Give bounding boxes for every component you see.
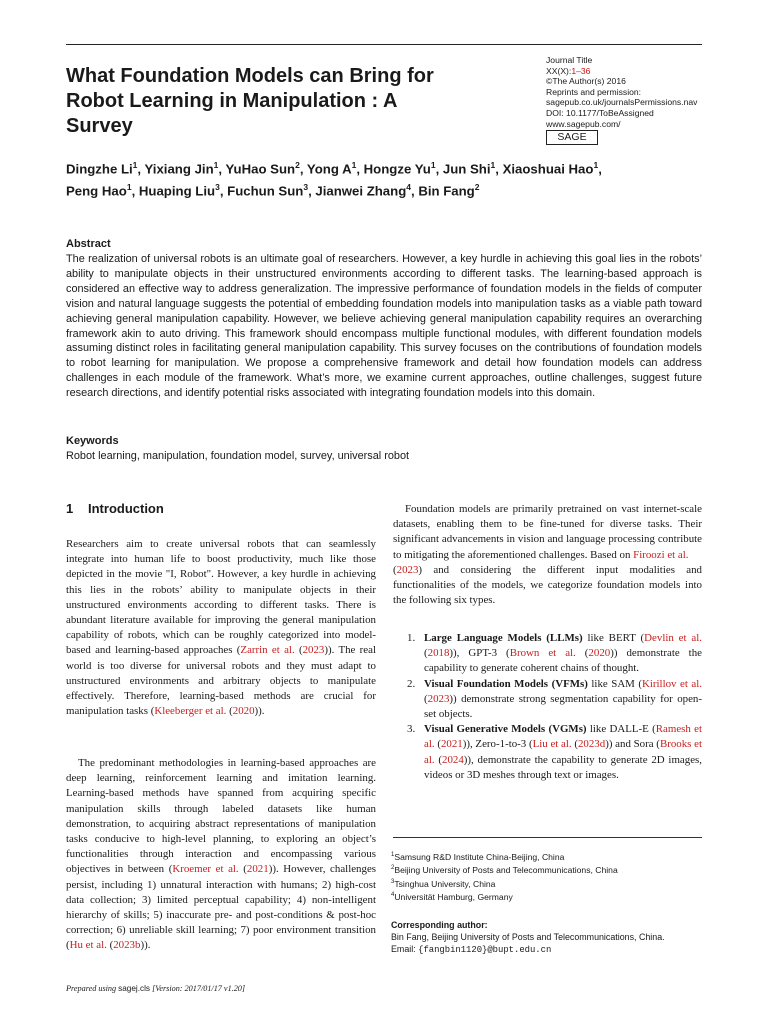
author: Peng Hao [66,183,127,199]
citation-link[interactable]: Firoozi et al. [633,548,689,561]
author: Jun Shi [442,161,491,177]
citation-year-link[interactable]: 2023 [396,563,419,576]
citation-link[interactable]: Brooks et al. [424,738,703,766]
footnote-rule [393,837,702,838]
section-number: 1 [66,501,74,516]
authors-line-1: Dingzhe Li$^1$, Yixiang Jin$^1$, YuHao Sun$^2$, Yong $A^1$, Hongze Yu$^1$, Jun Shi$^1$, Xiaoshuai Hao$^1$, [66,160,602,177]
author-list [66,156,726,201]
section-heading [66,501,164,516]
author: Yong A [306,161,352,177]
reprints-label: Reprints and permission: [546,86,642,97]
affiliation-footnotes [391,850,711,903]
citation-link[interactable]: Kirillov et al. [642,677,702,690]
author: Bin Fang [418,183,475,199]
citation-year-link[interactable]: 2020 [588,647,611,660]
keywords-heading: Keywords [66,435,119,447]
author: Fuchun Sun [227,183,304,199]
citation-year-link[interactable]: 2021 [440,738,463,751]
corresponding-email-line: Email: {fangbin1120}@bupt.edu.cn [391,943,552,955]
volume-pages-link[interactable]: 1–36 [571,65,591,76]
citation-year-link[interactable]: 2023 [427,692,450,705]
intro-paragraph-3: Foundation models are primarily pretrained on vast internet-scale datasets, enabling them to be fine-tuned for diverse tasks. Their significant advancements in vision and language processing contribute to mitigating the aforementioned challenges. Based on Firoozi et al. (2023) and considering the different input modalities and functionalities of the models, we categorize foundation models into the following six types. [393,503,702,607]
citation-link[interactable]: Ramesh et al. [424,723,702,751]
section-title: Introduction [88,501,164,516]
footnote: $^4$Universität Hamburg, Germany [391,891,513,902]
page-footer: Prepared using sagej.cls [Version: 2017/01/17 v1.20] [66,984,246,993]
footnote: $^3$Tsinghua University, China [391,878,496,889]
cls-name: sagej.cls [118,984,151,993]
author: Hongze Yu [363,161,431,177]
author: Jianwei Zhang [315,183,407,199]
author: Dingzhe Li [66,161,133,177]
intro-paragraph-1: Researchers aim to create universal robots that can seamlessly integrate into human life to boost productivity, much like those depicted in the movie "I, Robot". However, a key hurdle in achieving this lies in the robots’ ability to manipulate objects in their unstructured environments according to different tasks. There is abundant literature available for improving the general manipulation capability of robots, which can be roughly categorized into model-based and learning-based approaches (Zarrin et al. (2023)). The real world is too diverse for universal robots and they must adapt to unstructured environments and arbitrary objects to manipulate effectively. Therefore, learning-based methods are crucial for manipulation tasks (Kleeberger et al. (2020)). [66,538,376,718]
citation-year-link[interactable]: 2018 [427,647,450,660]
abstract-text: The realization of universal robots is an ultimate goal of researchers. However, a key hurdle in achieving this goal lies in the robots’ ability to manipulate objects in their unstructured environments according to different tasks. The learning-based approach is considered an effective way to address generalization. The impressive performance of foundation models in the fields of computer vision and natural language suggests the potential of embedding foundation models into manipulation tasks as a viable path toward achieving general manipulation capability. However, we believe achieving general manipulation capability requires an overarching framework akin to auto driving. This framework should encompass multiple functional modules, with different foundation models assuming distinct roles in facilitating general manipulation capability. This survey focuses on the contributions of foundation models to robot learning for manipulation. We propose a comprehensive framework and detail how foundation models can address challenges in each module of the framework. What’s more, we examine current approaches, outline challenges, suggest future research directions, and identify potential risks associated with integrating foundation models into this domain. [66,253,702,400]
citation-link[interactable]: Kleeberger et al. [154,705,227,718]
authors-line-2: Peng Hao$^1$, Huaping Liu$^3$, Fuchun Sun$^3$, Jianwei Zhang$^4$, Bin Fang$^2$ [66,182,480,199]
citation-year-link[interactable]: 2021 [246,863,269,876]
top-rule [66,44,702,45]
citation-year-link[interactable]: 2023b [113,939,141,952]
doi: DOI: 10.1177/ToBeAssigned [546,107,654,118]
author: YuHao Sun [225,161,296,177]
copyright: ©The Author(s) 2016 [546,76,626,87]
paper-title [66,64,506,139]
corresponding-heading: Corresponding author: [391,920,488,930]
author: Xiaoshuai Hao [502,161,594,177]
model-type-list [393,631,702,783]
intro-paragraph-2: The predominant methodologies in learning-based approaches are deep learning, reinforcement learning and imitation learning. Learning-based methods have spanned from acquiring specific manipulation skills through labeled datasets like human demonstration, to acquiring abstract representations of manipulation tasks conducive to high-level planning, to exploring an object’s functionalities through interaction and encompassing various objectives in between (Kroemer et al. (2021)). However, challenges persist, including 1) unnatural interaction with humans; 2) high-cost data collection; 3) limited perceptual capability; 4) non-intelligent hierarchy of skills; 5) inaccurate pre- and post-conditions & post-hoc correction; 6) unreliable skill learning; 7) poor environment transition (Hu et al. (2023b)). [66,757,377,952]
abstract-heading: Abstract [66,238,111,250]
title-line-3: Survey [66,115,133,137]
list-item: 3. Visual Generative Models (VGMs) like DALL-E (Ramesh et al. (2021)), Zero-1-to-3 (Liu et al. (2023d)) and Sora (Brooks et al. (2024)), demonstrate the capability to generate 2D images, videos or 3D meshes through text or images. [407,723,703,781]
journal-volume: XX(X):1–36 [546,65,591,76]
author: Huaping Liu [138,183,216,199]
citation-link[interactable]: Hu et al. [69,939,107,952]
footnote: $^1$Samsung R&D Institute China-Beijing, China [391,851,565,862]
keywords-text: Robot learning, manipulation, foundation model, survey, universal robot [66,450,410,462]
citation-year-link[interactable]: 2020 [232,705,255,718]
website: www.sagepub.com/ [546,118,621,129]
corresponding-author [391,920,711,956]
citation-year-link[interactable]: 2024 [442,753,464,766]
list-item: 1. Large Language Models (LLMs) like BERT (Devlin et al. (2018)), GPT-3 (Brown et al. (2020)) demonstrate the capability to generate coherent chains of thought. [407,632,702,675]
corresponding-name: Bin Fang, Beijing University of Posts and Telecommunications, China. [391,931,665,942]
reprints-url: sagepub.co.uk/journalsPermissions.nav [546,97,698,108]
citation-link[interactable]: Kroemer et al. [172,863,239,876]
journal-title: Journal Title [546,55,593,65]
footnote: $^2$Beijing University of Posts and Telecommunications, China [391,865,618,876]
list-item: 2. Visual Foundation Models (VFMs) like SAM (Kirillov et al. (2023)) demonstrate strong segmentation capability for open-set objects. [407,677,702,721]
citation-link[interactable]: Devlin et al. [644,632,702,644]
citation-year-link[interactable]: 2023d [577,738,606,751]
title-line-2: Robot Learning in Manipulation : A [66,90,398,112]
citation-year-link[interactable]: 2023 [302,644,325,657]
title-line-1: What Foundation Models can Bring for [66,65,434,87]
corresponding-email[interactable]: {fangbin1120}@bupt.edu.cn [418,944,552,955]
citation-link[interactable]: Zarrin et al. [240,644,295,657]
author: Yixiang Jin [144,161,214,177]
citation-link[interactable]: Brown et al. [509,647,576,660]
journal-info [546,55,746,129]
citation-link[interactable]: Liu et al. [532,738,572,751]
sage-logo: SAGE [546,130,598,145]
